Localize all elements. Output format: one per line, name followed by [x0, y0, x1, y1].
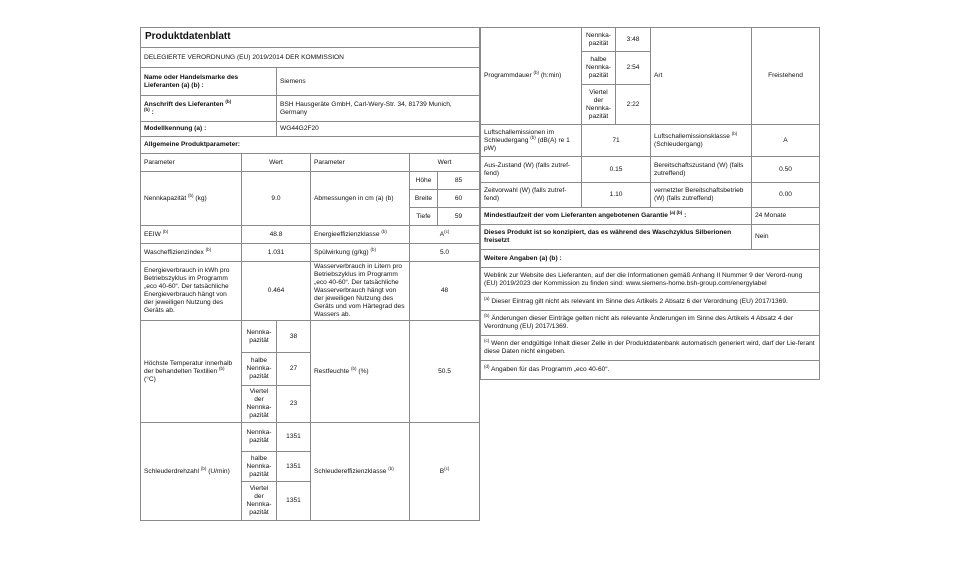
energy-consumption-value: 0.464 [242, 262, 311, 321]
param-header: Parameter [141, 154, 242, 172]
regulation-text: DELEGIERTE VERORDNUNG (EU) 2019/2014 DER KOMMISSION [141, 48, 480, 68]
temp-rated-value: 38 [277, 321, 311, 353]
rinse-value: 5.0 [410, 244, 480, 262]
wash-efficiency-value: 1.031 [242, 244, 311, 262]
spin-class-label: Schleudereffizienzklasse $^{(b)}$ [311, 423, 410, 521]
standby-value: 0.50 [752, 157, 820, 183]
dim-height-value: 85 [438, 172, 480, 190]
spin-half-label: halbe Nennka-pazität [242, 452, 277, 482]
temp-quarter-value: 23 [277, 386, 311, 423]
spin-speed-label: Schleuderdrehzahl $^{(b)}$ (U/min) [141, 423, 242, 521]
silver-ions-label: Dieses Produkt ist so konzipiert, das es während des Waschzyklus Silberionen freisetzt [481, 225, 752, 250]
dim-depth-label: Tiefe [410, 208, 438, 226]
energy-consumption-label: Energieverbrauch in kWh pro Betriebszyklus im Programm „eco 40-60“. Der tatsächliche Energieverbrauch hängt von der jeweiligen Nutzung des Geräts ab. [141, 262, 242, 321]
duration-quarter-label: Viertel der Nennka-pazität [582, 85, 616, 125]
off-mode-value: 0.15 [582, 157, 651, 183]
temperature-label: Höchste Temperatur innerhalb der behandelten Textilien $^{(b)}$ (°C) [141, 321, 242, 423]
duration-quarter-value: 2:22 [616, 85, 651, 125]
temp-rated-label: Nennka-pazität [242, 321, 277, 353]
more-info-heading: Weitere Angaben (a) (b) : [481, 250, 820, 268]
capacity-value: 9.0 [242, 172, 311, 226]
silver-ions-value: Nein [752, 225, 820, 250]
footnote-d: $^{(d)}$ Angaben für das Programm „eco 40-60“. [481, 361, 820, 380]
dim-depth-value: 59 [438, 208, 480, 226]
noise-class-value: A [752, 125, 820, 157]
moisture-value: 50.5 [410, 321, 480, 423]
spin-class-value: $B^{(c)}$ [410, 423, 480, 521]
param-header-2: Parameter [311, 154, 410, 172]
delay-start-label: Zeitvorwahl (W) (falls zutref-fend) [481, 183, 582, 208]
sheet-title: Produktdatenblatt [141, 28, 480, 48]
spin-rated-value: 1351 [277, 423, 311, 452]
off-mode-label: Aus-Zustand (W) (falls zutref-fend) [481, 157, 582, 183]
supplier-name-label: Name oder Handelsmarke des Lieferanten (a) (b) : [141, 68, 277, 96]
type-value: Freistehend [752, 28, 820, 125]
energy-class-value: $A^{(c)}$ [410, 226, 480, 244]
spin-rated-label: Nennka-pazität [242, 423, 277, 452]
noise-label: Luftschallemissionen im Schleudergang $^{(b)}$ (dB(A) re 1 pW) [481, 125, 582, 157]
dim-width-value: 60 [438, 190, 480, 208]
product-data-table-left [140, 27, 480, 521]
capacity-label: Nennkapazität $^{(b)}$ (kg) [141, 172, 242, 226]
dim-height-label: Höhe [410, 172, 438, 190]
weblink-text: Weblink zur Website des Lieferanten, auf der die Informationen gemäß Anhang II Nummer 9 der Verord-nung (EU) 2019/2023 der Kommission zu finden sind: www.siemens-home.bsh-group.com/energylabel [481, 268, 820, 293]
dimensions-label: Abmessungen in cm (a) (b) [311, 172, 410, 226]
temp-quarter-label: Viertel der Nennka-pazität [242, 386, 277, 423]
moisture-label: Restfeuchte $^{(b)}$ (%) [311, 321, 410, 423]
supplier-address-label: Anschrift des Lieferanten $^{(b)}$ $^{(b)}$ : [141, 96, 277, 122]
duration-label: Programmdauer $^{(b)}$ (h:min) [481, 28, 582, 125]
duration-half-value: 2:54 [616, 52, 651, 85]
temp-half-value: 27 [277, 353, 311, 386]
warranty-label: Mindestlaufzeit der vom Lieferanten angebotenen Garantie $^{(a) (b)}$ : [481, 208, 752, 225]
duration-rated-label: Nennka-pazität [582, 28, 616, 52]
noise-value: 71 [582, 125, 651, 157]
footnote-b: $^{(b)}$ Änderungen dieser Einträge gelten nicht als relevante Änderungen im Sinne des Artikels 4 Absatz 4 der Verordnung (EU) 2017/1369. [481, 311, 820, 336]
eeiw-value: 48.8 [242, 226, 311, 244]
warranty-value: 24 Monate [752, 208, 820, 225]
spin-quarter-label: Viertel der Nennka-pazität [242, 482, 277, 521]
networked-standby-label: vernetzter Bereitschaftsbetrieb (W) (falls zutreffend) [651, 183, 752, 208]
general-params-heading: Allgemeine Produktparameter: [141, 137, 480, 154]
wash-efficiency-label: Wascheffizienzindex $^{(b)}$ [141, 244, 242, 262]
duration-rated-value: 3:48 [616, 28, 651, 52]
spin-half-value: 1351 [277, 452, 311, 482]
dim-width-label: Breite [410, 190, 438, 208]
spin-quarter-value: 1351 [277, 482, 311, 521]
eeiw-label: EEIW $^{(b)}$ [141, 226, 242, 244]
networked-standby-value: 0.00 [752, 183, 820, 208]
value-header: Wert [242, 154, 311, 172]
product-data-table-right [480, 27, 820, 380]
type-label: Art [651, 28, 752, 125]
supplier-name: Siemens [277, 68, 480, 96]
model-value: WG44G2F20 [277, 122, 480, 137]
footnote-c: $^{(c)}$ Wenn der endgültige Inhalt dieser Zelle in der Produktdatenbank automatisch generiert wird, darf der Lie-ferant diese Daten nicht eingeben. [481, 336, 820, 361]
energy-class-label: Energieeffizienzklasse $^{(b)}$ [311, 226, 410, 244]
duration-half-label: halbe Nennka-pazität [582, 52, 616, 85]
delay-start-value: 1.10 [582, 183, 651, 208]
model-label: Modellkennung (a) : [141, 122, 277, 137]
water-consumption-label: Wasserverbrauch in Litern pro Betriebszyklus im Programm „eco 40-60“. Der tatsächliche Wasserverbrauch hängt von der jeweiligen Nutzung des Geräts und vom Härtegrad des Wassers ab. [311, 262, 410, 321]
value-header-2: Wert [410, 154, 480, 172]
water-consumption-value: 48 [410, 262, 480, 321]
temp-half-label: halbe Nennka-pazität [242, 353, 277, 386]
noise-class-label: Luftschallemissionsklasse $^{(b)}$ (Schleudergang) [651, 125, 752, 157]
standby-label: Bereitschaftszustand (W) (falls zutreffend) [651, 157, 752, 183]
footnote-a: $^{(a)}$ Dieser Eintrag gilt nicht als relevant im Sinne des Artikels 2 Absatz 6 der Verordnung (EU) 2017/1369. [481, 293, 820, 311]
supplier-address: BSH Hausgeräte GmbH, Carl-Wery-Str. 34, 81739 Munich, Germany [277, 96, 480, 122]
rinse-label: Spülwirkung (g/kg) $^{(b)}$ [311, 244, 410, 262]
